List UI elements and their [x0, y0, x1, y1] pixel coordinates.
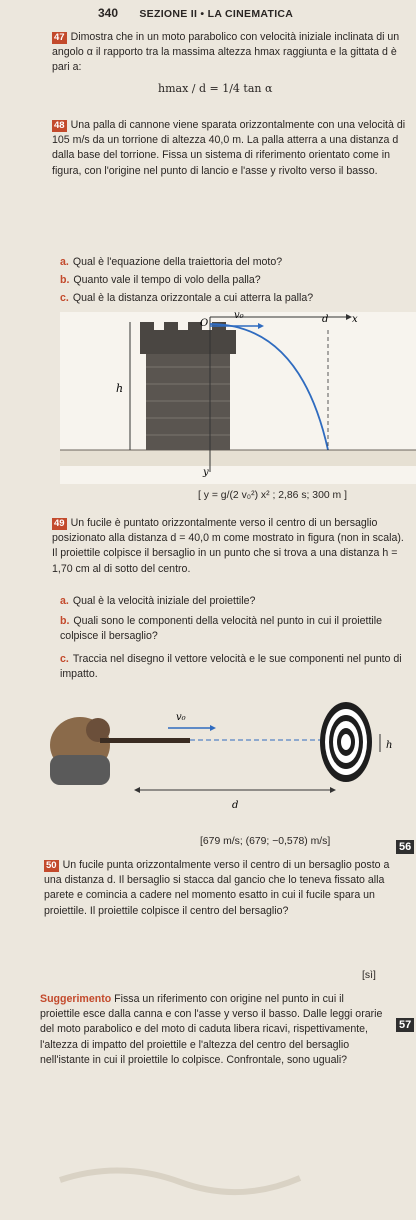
answer-50: [sì] [362, 970, 376, 981]
label-o: O [200, 318, 209, 329]
problem-text: Dimostra che in un moto parabolico con velocità iniziale inclinata di un angolo α il rapporto tra la massima altezza hmax raggiunta e la gittata d è pari a: [52, 31, 400, 74]
cannon-figure [60, 312, 416, 484]
item-49a: a. Qual è la velocità iniziale del proiettile? [60, 595, 256, 607]
formula-47: hmax / d = 1/4 tan α [158, 82, 273, 95]
problem-number: 49 [54, 518, 65, 529]
item-49b: b. Quali sono le componenti della velocità nel punto in cui il proiettile colpisce il bersaglio? [60, 615, 383, 642]
shooter [50, 717, 110, 785]
page-texture [40, 1150, 400, 1210]
problem-49 [52, 516, 408, 577]
problem-text: Un fucile è puntato orizzontalmente verso il centro di un bersaglio posizionato alla distanza d = 40,0 m come mostrato in figura (non in scala). Il proiettile colpisce il bersaglio in un punto che si trova a una distanza h = 1,70 cm al di sotto del centro. [52, 517, 404, 575]
label-x: x [352, 314, 358, 325]
label-h: h [386, 740, 393, 751]
item-48a: a. Qual è l'equazione della traiettoria del moto? [60, 256, 283, 268]
label-v0: v₀ [234, 312, 244, 321]
problem-number: 50 [46, 860, 57, 871]
label-h: h [116, 382, 124, 395]
page-header [98, 6, 293, 20]
page-number: 340 [98, 6, 119, 20]
label-y: y [203, 467, 209, 478]
answer-48: [ y = g/(2 v₀²) x² ; 2,86 s; 300 m ] [198, 490, 347, 501]
label-d: d [322, 314, 329, 325]
problem-number: 47 [54, 32, 65, 43]
tower [140, 322, 236, 450]
problem-text: Una palla di cannone viene sparata orizzontalmente con una velocità di 105 m/s da un torrione di altezza 40,0 m. La palla atterra a una distanza d dalla base del torrione. Fissa un sistema di riferimento orientato come in figura, con l'origine nel punto di lancio e l'asse y rivolto verso il basso. [52, 119, 406, 177]
item-48b: b. Quanto vale il tempo di volo della palla? [60, 274, 261, 286]
answer-49: [679 m/s; (679; −0,578) m/s] [200, 836, 331, 847]
problem-50 [44, 858, 394, 919]
rifle-figure [40, 700, 400, 822]
problem-47 [52, 30, 408, 76]
side-number-56: 56 [396, 840, 414, 854]
item-49c: c. Traccia nel disegno il vettore velocità e le sue componenti nel punto di impatto. [60, 653, 402, 680]
side-number-57: 57 [396, 1018, 414, 1032]
section-title: SEZIONE II • LA CINEMATICA [139, 8, 294, 20]
ground [60, 450, 416, 466]
problem-48 [52, 118, 408, 179]
rifle [100, 738, 190, 743]
label-v0: v₀ [176, 712, 186, 723]
suggestion-label: Suggerimento [40, 993, 112, 1005]
item-48c: c. Qual è la distanza orizzontale a cui atterra la palla? [60, 292, 314, 304]
target [320, 702, 372, 782]
problem-number: 48 [54, 120, 65, 131]
problem-text: Un fucile punta orizzontalmente verso il centro di un bersaglio posto a una distanza d. Il bersaglio si stacca dal gancio che lo teneva fissato alla parete e comincia a cadere nel momento esatto in cui il fucile spara un proiettile. Il proiettile colpisce il centro del bersaglio? [44, 859, 390, 917]
suggestion-text: Fissa un riferimento con origine nel punto in cui il proiettile esce dalla canna e con l'asse y verso il basso. Dalle leggi orarie del moto parabolico e del moto di caduta libera ricavi, rispettivamente, l'altezza di impatto del proiettile e l'altezza del centro del bersaglio nell'istante in cui il proiettile lo colpisce. Confrontale, sono uguali? [40, 993, 383, 1066]
label-d: d [232, 800, 239, 811]
suggestion-50 [40, 992, 384, 1068]
